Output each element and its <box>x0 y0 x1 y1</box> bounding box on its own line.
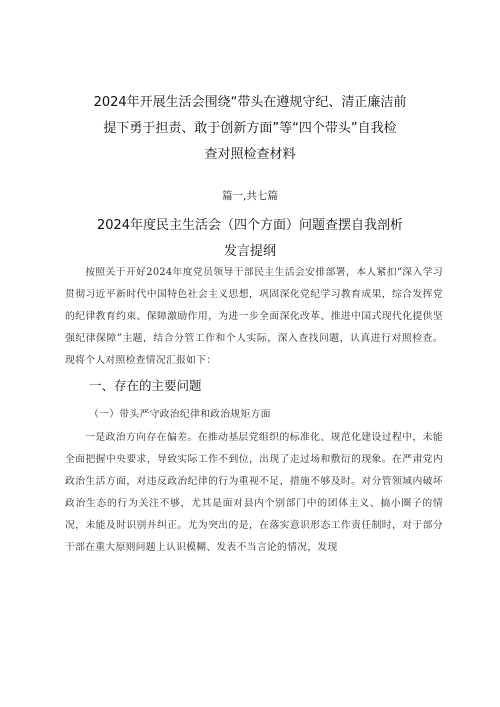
document-title <box>60 90 440 168</box>
intro-paragraph <box>65 262 443 372</box>
article-heading <box>50 213 450 265</box>
article-heading-line-1: 2024年度民主生活会（四个方面）问题查摆自我剖析 <box>96 218 404 233</box>
intro-paragraph-text: 按照关于开好2024年度党员领导干部民主生活会安排部署，本人紧扣“深入学习贯彻习近平新时代中国特色社会主义思想，巩固深化党纪学习教育成果，综合发挥党的纪律教育约束、保障激励作用，为进一步全面深化改革、推进中国式现代化提供坚强纪律保障”主题，结合分管工作和个人实际，深入查找问题，认真进行对照检查。现将个人对照检查情况汇报如下： <box>65 267 443 366</box>
sub-heading: （一）带头严守政治纪律和政治规矩方面 <box>89 409 271 420</box>
section-heading: 一、存在的主要问题 <box>89 378 202 393</box>
body-paragraph-text: 一是政治方向存在偏差。在推动基层党组织的标准化、规范化建设过程中，未能全面把握中央要求，导致实际工作不到位，出现了走过场和敷衍的现象。在严肃党内政治生活方面，对违反政治纪律的行为重视不足，措施不够及时。对分管领域内破坏政治生态的行为关注不够，尤其是面对县内个别部门中的团体主义、搞小圈子的情况，未能及时识别并纠正。尤为突出的是，在落实意识形态工作责任制时，对于部分干部在重大原则问题上认识模糊、发表不当言论的情况，发现 <box>65 432 443 553</box>
article-count-subtitle: 篇一,共七篇 <box>222 190 278 202</box>
title-line-3: 查对照检查材料 <box>204 147 296 162</box>
title-line-2: 提下勇于担责、敢于创新方面”等“四个带头”自我检 <box>103 121 397 136</box>
title-line-1: 2024年开展生活会围绕“带头在遵规守纪、清正廉洁前 <box>93 95 407 110</box>
body-paragraph <box>65 427 443 559</box>
article-heading-line-2: 发言提纲 <box>223 244 276 259</box>
